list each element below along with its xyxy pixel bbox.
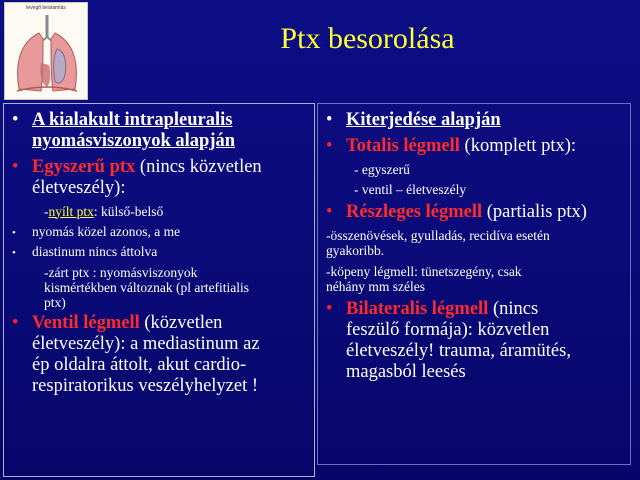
right-column-box xyxy=(317,103,631,465)
simple-ptx-term: Egyszerű ptx xyxy=(32,156,136,177)
left-bullet-pressure: • nyomás közel azonos, a me xyxy=(12,223,181,239)
total-sub-simple: - egyszerű xyxy=(354,161,410,177)
slide-title: Ptx besorolása xyxy=(280,22,455,55)
ventil-term: Ventil légmell xyxy=(32,313,140,334)
right-heading-text: Kiterjedése alapján xyxy=(346,110,501,130)
left-item-ventil: • Ventil légmell (közvetlen életveszély): a mediastinum az ép oldalra áttolt, akut cardio- respiratorikus veszélyhelyzet ! xyxy=(12,313,260,397)
left-bullet-mediastinum: • diastinum nincs áttolva xyxy=(12,244,158,260)
right-item-total: • Totalis légmell (komplett ptx): xyxy=(326,135,577,156)
right-item-partial: • Részleges légmell (partialis ptx) xyxy=(326,202,587,223)
left-column-box xyxy=(3,103,315,477)
total-term: Totalis légmell xyxy=(346,135,460,156)
bullet: • xyxy=(326,299,333,320)
total-sub-ventil: - ventil – életveszély xyxy=(354,182,467,198)
bullet: • xyxy=(12,313,19,334)
bullet: • xyxy=(12,247,16,260)
open-ptx-line: -nyílt ptx: külső-belső xyxy=(44,203,164,219)
bullet: • xyxy=(12,226,16,239)
lung-illustration xyxy=(5,3,89,101)
left-heading xyxy=(12,110,306,152)
bullet: • xyxy=(12,156,19,177)
partial-note-adhesions: -összenövések, gyulladás, recidíva esetén gyakoribb. xyxy=(326,228,550,259)
left-item-simple-ptx xyxy=(12,157,306,199)
bullet: • xyxy=(326,202,333,223)
open-ptx-link[interactable]: nyílt ptx xyxy=(48,203,94,219)
partial-note-mantle: -köpeny légmell: tünetszegény, csak néhány mm széles xyxy=(326,263,522,294)
bullet: • xyxy=(326,110,333,130)
bilateral-term: Bilateralis légmell xyxy=(346,299,489,320)
simple-ptx-desc: (nincs közvetlen xyxy=(135,156,262,177)
thumbnail-caption: levegő beáramlás xyxy=(26,5,66,11)
closed-ptx-block: -zárt ptx : nyomásviszonyok kismértékben változnak (pl artefitialis ptx) xyxy=(44,264,250,311)
left-heading-line2: nyomásviszonyok alapján xyxy=(32,130,236,151)
partial-term: Részleges légmell xyxy=(346,202,483,223)
bullet: • xyxy=(12,110,19,130)
left-heading-line1: A kialakult intrapleuralis xyxy=(32,110,233,130)
right-heading xyxy=(326,110,622,131)
lung-diagram-thumbnail xyxy=(4,2,88,100)
bullet: • xyxy=(326,135,333,156)
right-item-bilateral: • Bilateralis légmell (nincs feszülő formája): közvetlen életveszély! trauma, áramütés, magasból leesés xyxy=(326,299,571,382)
simple-ptx-desc-line2: életveszély): xyxy=(32,177,126,198)
